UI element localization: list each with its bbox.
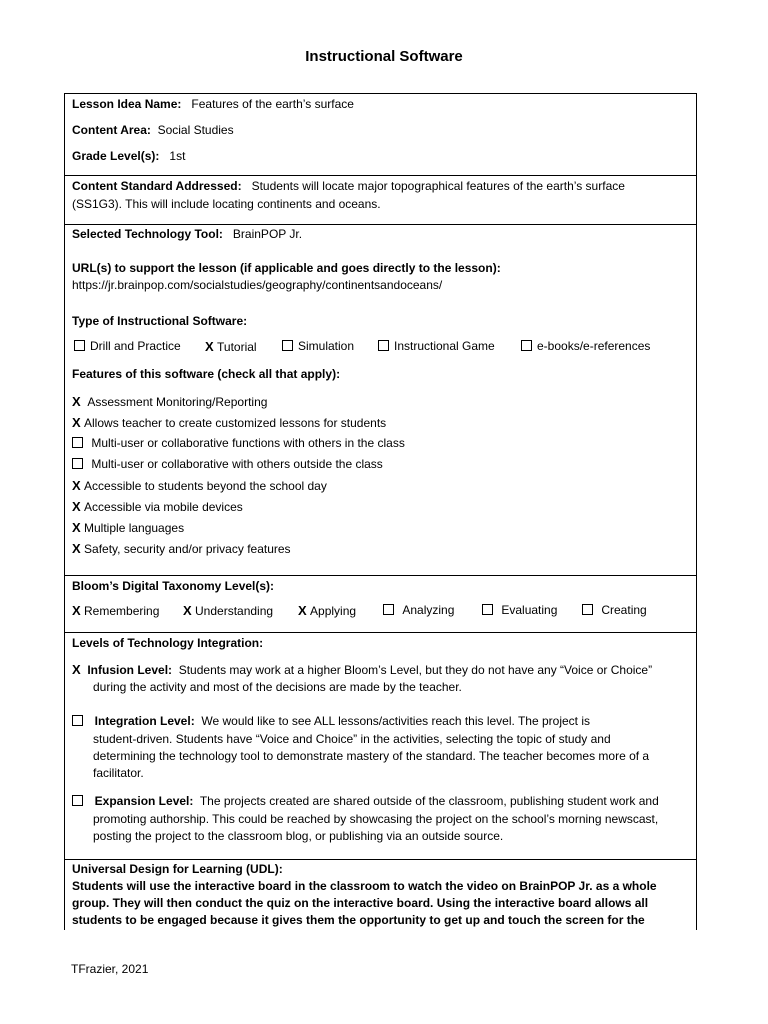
integration-level-label: Integration Level: [94, 714, 195, 728]
bloom-applying[interactable]: X Applying [298, 603, 357, 618]
type-drill-practice[interactable]: Drill and Practice [74, 339, 181, 353]
infusion-level-text: during the activity and most of the decisions are made by the teacher. [93, 680, 462, 694]
expansion-level-label: Expansion Level: [94, 794, 194, 808]
tool-value: BrainPOP Jr. [232, 227, 303, 241]
check-x-icon: X [72, 478, 81, 493]
footer-credit: TFrazier, 2021 [71, 962, 149, 976]
integration-level-text: determining the technology tool to demonstrate mastery of the standard. The teacher becomes more of a [93, 749, 650, 763]
check-x-icon: X [72, 603, 81, 618]
check-x-icon: X [72, 541, 81, 556]
feature-item[interactable]: X Accessible to students beyond the school day [72, 478, 327, 493]
integration-levels-label: Levels of Technology Integration: [72, 636, 264, 650]
url-label: URL(s) to support the lesson (if applicable and goes directly to the lesson): [72, 261, 501, 275]
checkbox-empty-icon [383, 604, 394, 615]
udl-text: group. They will then conduct the quiz on the interactive board. Using the interactive board allows all [72, 896, 649, 910]
checkbox-empty-icon [582, 604, 593, 615]
grade-level-label: Grade Level(s): [72, 149, 160, 163]
feature-item[interactable]: X Accessible via mobile devices [72, 499, 243, 514]
technology-section [65, 225, 696, 576]
content-standard-text-2: (SS1G3). This will include locating continents and oceans. [72, 197, 381, 211]
bloom-remembering[interactable]: X Remembering [72, 603, 160, 618]
infusion-level-text: Students may work at a higher Bloom’s Level, but they do not have any “Voice or Choice” [178, 663, 653, 677]
udl-text: students to be engaged because it gives them the opportunity to get up and touch the screen for the [72, 913, 645, 927]
check-x-icon: X [72, 520, 81, 535]
checkbox-empty-icon[interactable] [72, 715, 83, 726]
bloom-evaluating[interactable]: Evaluating [482, 603, 557, 617]
tool-label: Selected Technology Tool: [72, 227, 223, 241]
feature-item[interactable]: X Allows teacher to create customized lessons for students [72, 415, 387, 430]
checkbox-empty-icon [74, 340, 85, 351]
checkbox-empty-icon[interactable] [72, 795, 83, 806]
expansion-level-text: promoting authorship. This could be reached by showcasing the project on the school’s morning newscast, [93, 812, 659, 826]
feature-item[interactable]: X Safety, security and/or privacy features [72, 541, 291, 556]
check-x-icon: X [298, 603, 307, 618]
feature-item[interactable]: X Assessment Monitoring/Reporting [72, 394, 268, 409]
type-simulation[interactable]: Simulation [282, 339, 354, 353]
software-type-options [72, 339, 689, 367]
integration-level-text: We would like to see ALL lessons/activities reach this level. The project is [201, 714, 590, 728]
expansion-level-text: The projects created are shared outside of the classroom, publishing student work and [199, 794, 659, 808]
infusion-level-label: Infusion Level: [87, 663, 173, 677]
feature-item[interactable]: Multi-user or collaborative functions with others in the class [72, 436, 689, 457]
url-value: https://jr.brainpop.com/socialstudies/geography/continentsandoceans/ [72, 278, 443, 292]
bloom-creating[interactable]: Creating [582, 603, 647, 617]
check-x-icon: X [183, 603, 192, 618]
lesson-info-section [65, 94, 696, 176]
lesson-name-value: Features of the earth’s surface [191, 97, 354, 111]
blooms-options [72, 603, 689, 627]
bloom-understanding[interactable]: X Understanding [183, 603, 274, 618]
lesson-form [64, 93, 697, 930]
page-title: Instructional Software [305, 48, 463, 65]
expansion-level-text: posting the project to the classroom blog, or publishing via an outside source. [93, 829, 504, 843]
check-x-icon: X [72, 499, 81, 514]
check-x-icon: X [72, 662, 81, 677]
content-standard-section [65, 176, 696, 225]
lesson-name-label: Lesson Idea Name: [72, 97, 182, 111]
grade-level-value: 1st [169, 149, 186, 163]
integration-level-text: facilitator. [93, 766, 144, 780]
checkbox-empty-icon [72, 458, 83, 469]
udl-label: Universal Design for Learning (UDL): [72, 862, 283, 876]
check-x-icon: X [72, 394, 81, 409]
content-area-value: Social Studies [157, 123, 234, 137]
type-tutorial[interactable]: X Tutorial [205, 339, 257, 354]
udl-text: Students will use the interactive board in the classroom to watch the video on BrainPOP Jr. as a whole [72, 879, 657, 893]
content-area-label: Content Area: [72, 123, 151, 137]
content-standard-text-1: Students will locate major topographical features of the earth’s surface [251, 179, 625, 193]
content-standard-label: Content Standard Addressed: [72, 179, 242, 193]
udl-section [65, 860, 696, 930]
type-ebooks[interactable]: e-books/e-references [521, 339, 650, 353]
feature-item[interactable]: Multi-user or collaborative with others outside the class [72, 457, 689, 478]
features-label: Features of this software (check all that apply): [72, 367, 341, 381]
checkbox-empty-icon [521, 340, 532, 351]
integration-level-text: student-driven. Students have “Voice and Choice” in the activities, selecting the topic of study and [93, 732, 611, 746]
integration-section [65, 633, 696, 860]
blooms-section [65, 576, 696, 633]
checkbox-empty-icon [378, 340, 389, 351]
check-x-icon: X [205, 339, 214, 354]
blooms-label: Bloom’s Digital Taxonomy Level(s): [72, 579, 275, 593]
feature-item[interactable]: X Multiple languages [72, 520, 185, 535]
type-instructional-game[interactable]: Instructional Game [378, 339, 495, 353]
check-x-icon: X [72, 415, 81, 430]
software-type-label: Type of Instructional Software: [72, 314, 248, 328]
checkbox-empty-icon [482, 604, 493, 615]
bloom-analyzing[interactable]: Analyzing [383, 603, 454, 617]
checkbox-empty-icon [282, 340, 293, 351]
checkbox-empty-icon [72, 437, 83, 448]
